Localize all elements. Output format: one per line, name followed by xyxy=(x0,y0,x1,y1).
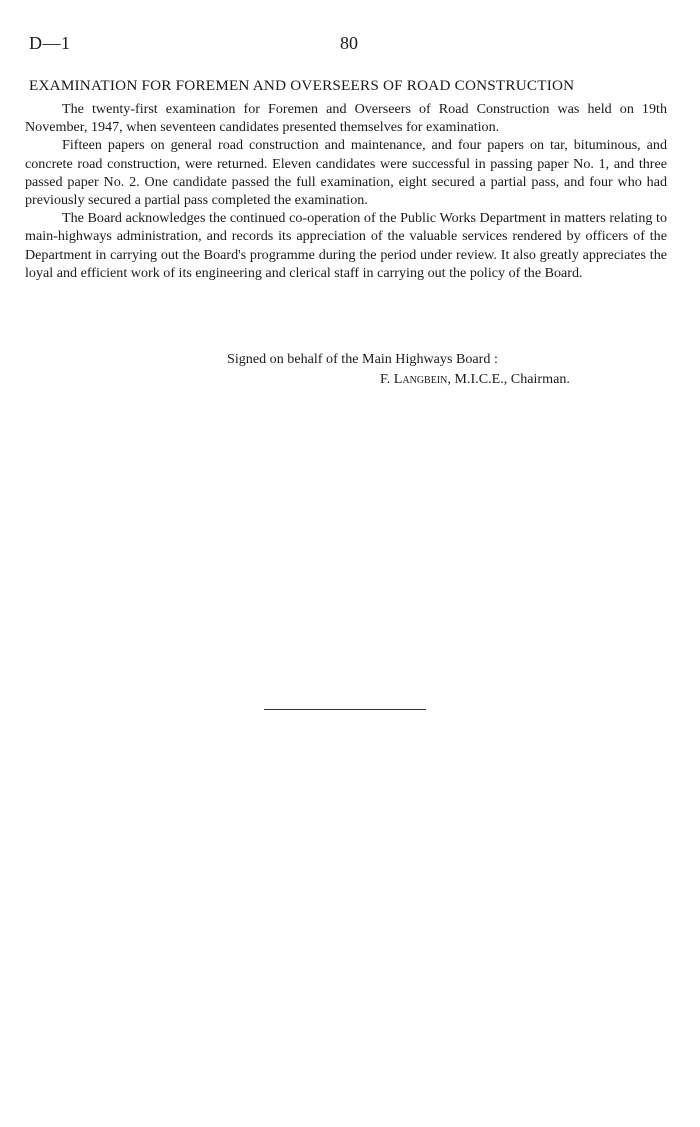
signature-block xyxy=(380,371,570,388)
signature-initial: F. xyxy=(380,371,394,387)
body-text xyxy=(25,100,667,282)
page-header xyxy=(29,33,671,57)
page-number: 80 xyxy=(340,33,358,53)
signature-surname: Langbein xyxy=(393,371,448,387)
section-title: EXAMINATION FOR FOREMEN AND OVERSEERS OF ROAD CONSTRUCTION xyxy=(29,77,575,94)
end-rule xyxy=(264,709,426,710)
document-code: D—1 xyxy=(29,33,71,53)
signature-suffix: , M.I.C.E., Chairman. xyxy=(447,371,570,387)
signature-intro: Signed on behalf of the Main Highways Board : xyxy=(227,351,498,367)
paragraph-acknowledgement: The Board acknowledges the continued co-operation of the Public Works Department in matters relating to main-highways administration, and records its appreciation of the valuable services rendered by officers of the Department in carrying out the Board's programme during the period under review. It also greatly appreciates the loyal and efficient work of its engineering and clerical staff in carrying out the policy of the Board. xyxy=(25,210,667,281)
paragraph-papers: Fifteen papers on general road construction and maintenance, and four papers on tar, bituminous, and concrete road construction, were returned. Eleven candidates were successful in passing paper No. 1, and three passed paper No. 2. One candidate passed the full examination, eight secured a partial pass, and four who had previously secured a partial pass completed the examination. xyxy=(25,137,667,209)
paragraph-examination: The twenty-first examination for Foremen and Overseers of Road Construction was held on 19th November, 1947, when seventeen candidates presented themselves for examination. xyxy=(25,101,667,136)
